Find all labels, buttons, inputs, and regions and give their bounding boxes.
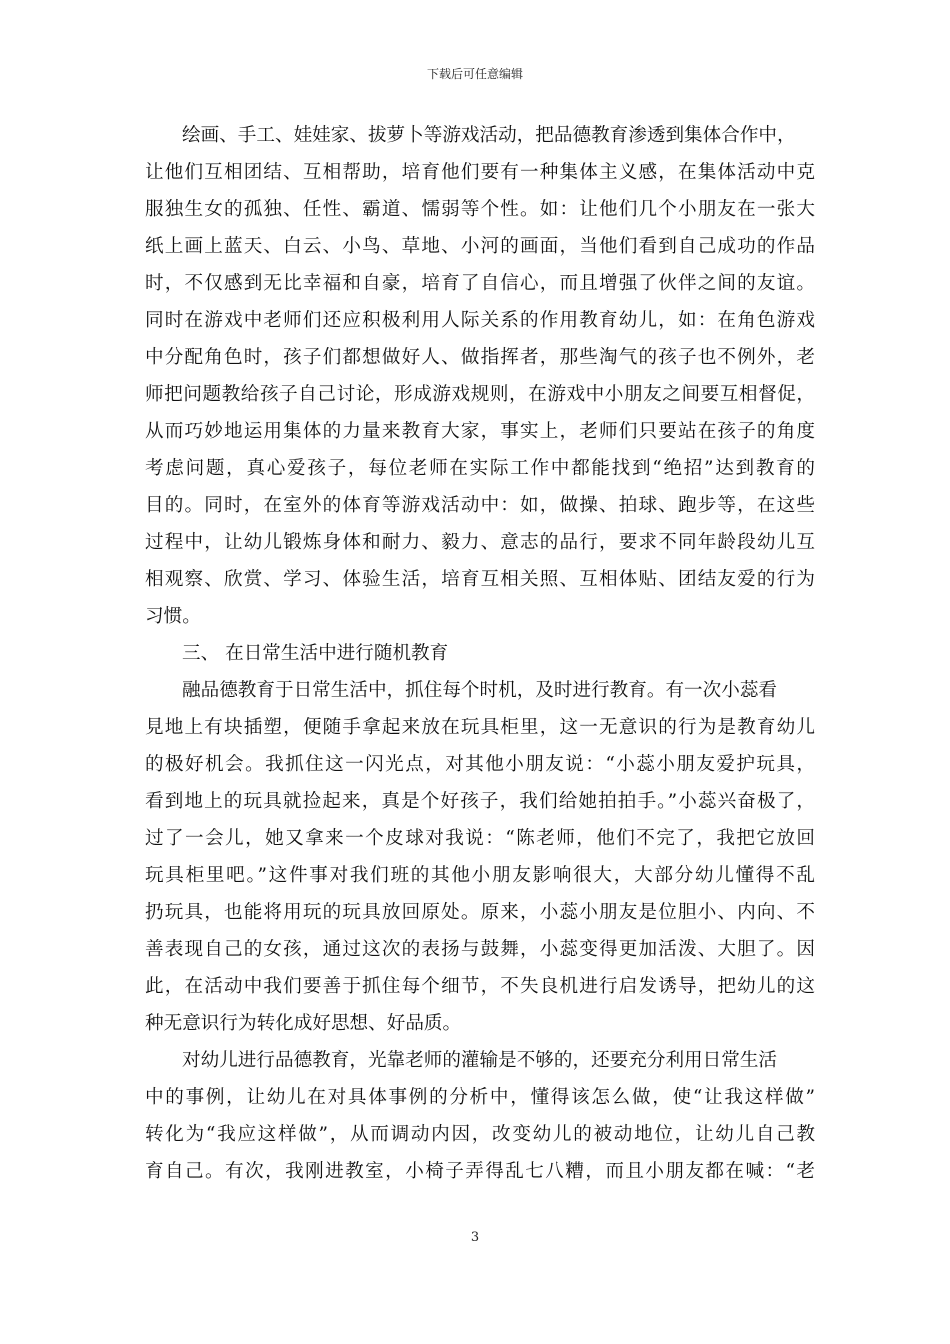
text-line: 让他们互相团结、互相帮助，培育他们要有一种集体主义感，在集体活动中克 [145,162,815,183]
text-line: 习惯。 [145,606,201,627]
section-heading: 三、 在日常生活中进行随机教育 [182,643,449,664]
text-line: 善表现自己的女孩，通过这次的表扬与鼓舞，小蕊变得更加活泼、大胆了。因 [145,939,815,960]
text-line: 服独生女的孤独、任性、霸道、懦弱等个性。如：让他们几个小朋友在一张大 [145,199,815,220]
text-line: 师把问题教给孩子自己讨论，形成游戏规则，在游戏中小朋友之间要互相督促， [145,384,815,405]
page-header: 下载后可任意编辑 [426,67,523,81]
text-line: 对幼儿进行品德教育，光靠老师的灌输是不够的，还要充分利用日常生活 [182,1050,778,1071]
text-line: 从而巧妙地运用集体的力量来教育大家，事实上，老师们只要站在孩子的角度 [145,421,815,442]
text-line: 見地上有块插塑，便随手拿起来放在玩具柜里，这一无意识的行为是教育幼儿 [145,717,815,738]
text-line: 过了一会儿，她又拿来一个皮球对我说：“陈老师，他们不完了，我把它放回 [145,828,815,849]
text-line: 过程中，让幼儿锻炼身体和耐力、毅力、意志的品行，要求不同年龄段幼儿互 [145,532,815,553]
text-line: 同时在游戏中老师们还应积极利用人际关系的作用教育幼儿，如：在角色游戏 [145,310,815,331]
text-line: 转化为“我应这样做”，从而调动内因，改变幼儿的被动地位，让幼儿自己教 [145,1124,815,1145]
page-number: 3 [470,1230,480,1245]
text-line: 的极好机会。我抓住这一闪光点，对其他小朋友说：“小蕊小朋友爱护玩具， [145,754,815,775]
text-line: 种无意识行为转化成好思想、好品质。 [145,1013,462,1034]
text-line: 目的。同时，在室外的体育等游戏活动中：如，做操、拍球、跑步等，在这些 [145,495,815,516]
text-line: 育自己。有次，我刚进教室，小椅子弄得乱七八糟，而且小朋友都在喊：“老 [145,1161,815,1182]
text-line: 融品德教育于日常生活中，抓住每个时机，及时进行教育。有一次小蕊看 [182,680,778,701]
text-line: 绘画、手工、娃娃家、拔萝卜等游戏活动，把品德教育渗透到集体合作中， [182,125,796,146]
text-line: 纸上画上蓝天、白云、小鸟、草地、小河的画面，当他们看到自己成功的作品 [145,236,815,257]
text-line: 相观察、欣赏、学习、体验生活，培育互相关照、互相体贴、团结友爱的行为 [145,569,815,590]
text-line: 此，在活动中我们要善于抓住每个细节，不失良机进行启发诱导，把幼儿的这 [145,976,815,997]
text-line: 中的事例，让幼儿在对具体事例的分析中，懂得该怎么做，使“让我这样做” [145,1087,815,1108]
text-line: 扔玩具，也能将用玩的玩具放回原处。原来，小蕊小朋友是位胆小、内向、不 [145,902,815,923]
text-line: 玩具柜里吧。”这件事对我们班的其他小朋友影响很大，大部分幼儿懂得不乱 [145,865,815,886]
text-line: 中分配角色时，孩子们都想做好人、做指挥者，那些淘气的孩子也不例外，老 [145,347,815,368]
text-line: 考虑问题，真心爱孩子，每位老师在实际工作中都能找到“绝招”达到教育的 [145,458,815,479]
text-line: 看到地上的玩具就捡起来，真是个好孩子，我们给她拍拍手。”小蕊兴奋极了， [145,791,815,812]
text-line: 时，不仅感到无比幸福和自豪，培育了自信心，而且增强了伙伴之间的友谊。 [145,273,815,294]
